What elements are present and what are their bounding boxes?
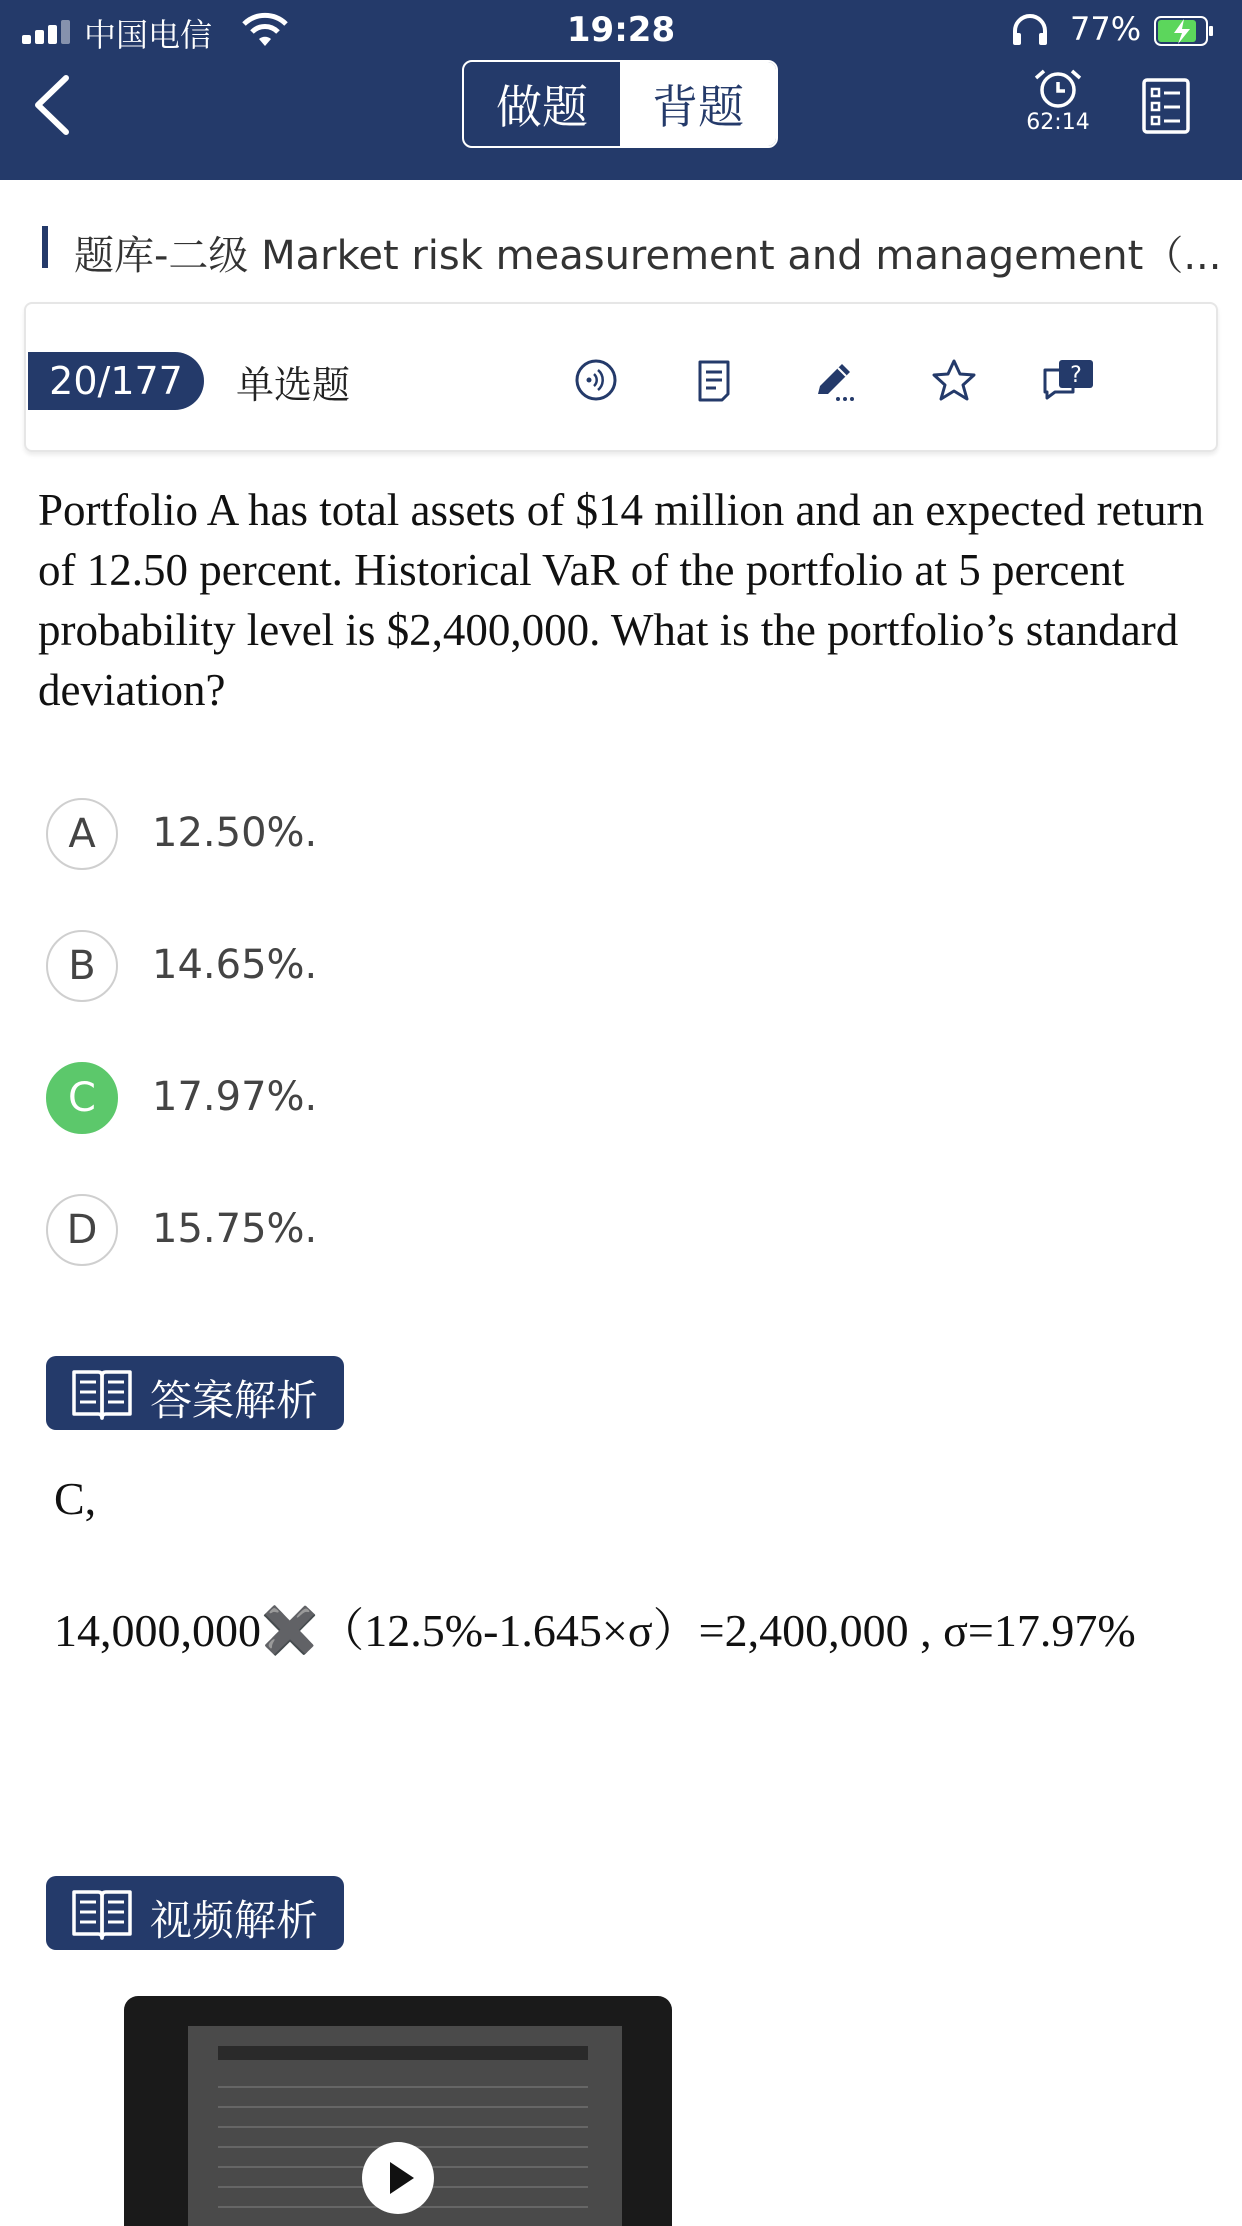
video-analysis-title: 视频解析: [150, 1896, 319, 1945]
alarm-clock-icon: [1030, 68, 1086, 108]
tab-review[interactable]: 背题: [620, 62, 776, 146]
breadcrumb-text: 题库-二级 Market risk measurement and management（...: [74, 233, 1222, 279]
top-bar: [0, 0, 1242, 180]
option-text: 14.65%.: [152, 942, 318, 988]
answer-analysis-title: 答案解析: [150, 1376, 319, 1425]
battery-charging-icon: [1154, 16, 1214, 46]
thumbnail-row: [218, 2106, 588, 2108]
mode-segmented-control: [462, 60, 778, 148]
headphones-icon: [1010, 14, 1050, 46]
thumbnail-header: [218, 2046, 588, 2060]
option-d[interactable]: [46, 1194, 746, 1270]
question-type: 单选题: [236, 363, 351, 407]
option-letter: A: [46, 798, 118, 870]
option-b[interactable]: [46, 930, 746, 1006]
answer-analysis-tag: [46, 1356, 344, 1430]
battery-percentage: 77%: [1070, 10, 1142, 48]
question-progress[interactable]: 20/177: [28, 352, 204, 410]
option-letter: B: [46, 930, 118, 1002]
breadcrumb-marker: [42, 226, 48, 268]
play-icon[interactable]: [362, 2142, 434, 2214]
status-time: 19:28: [566, 10, 676, 50]
answer-sheet-icon[interactable]: [1142, 78, 1190, 134]
book-icon: [70, 1364, 134, 1422]
book-icon: [70, 1884, 134, 1942]
carrier-name: 中国电信: [84, 16, 213, 54]
question-feedback-icon[interactable]: [1042, 352, 1098, 408]
back-icon[interactable]: [24, 70, 84, 140]
option-text: 12.50%.: [152, 810, 318, 856]
question-text: Portfolio A has total assets of $14 million and an expected return of 12.50 percent. Historical VaR of the portfolio at 5 percent probability level is $2,400,000. What is the portfolio’s standard deviation?: [38, 485, 1205, 715]
video-player[interactable]: [124, 1996, 672, 2226]
question-header-card: [24, 302, 1218, 452]
option-a[interactable]: [46, 798, 746, 874]
option-c[interactable]: [46, 1062, 746, 1138]
option-text: 17.97%.: [152, 1074, 318, 1120]
timer-button[interactable]: [1018, 68, 1098, 138]
answer-letter: C,: [54, 1473, 97, 1524]
star-icon[interactable]: [926, 352, 982, 408]
timer-value: 62:14: [1026, 110, 1090, 135]
answer-formula: 14,000,000✖️（12.5%-1.645×σ）=2,400,000 , σ=17.97%: [54, 1605, 1136, 1656]
option-text: 15.75%.: [152, 1206, 318, 1252]
thumbnail-row: [218, 2086, 588, 2088]
option-letter-correct: C: [46, 1062, 118, 1134]
status-bar: [0, 0, 1242, 62]
thumbnail-row: [218, 2126, 588, 2128]
video-analysis-tag: [46, 1876, 344, 1950]
audio-icon[interactable]: [568, 352, 624, 408]
tab-practice[interactable]: 做题: [496, 80, 588, 134]
svg-text:?: ?: [1070, 363, 1082, 388]
notes-icon[interactable]: [686, 352, 742, 408]
edit-icon[interactable]: [806, 352, 862, 408]
option-letter: D: [46, 1194, 118, 1266]
breadcrumb: [42, 224, 1222, 279]
